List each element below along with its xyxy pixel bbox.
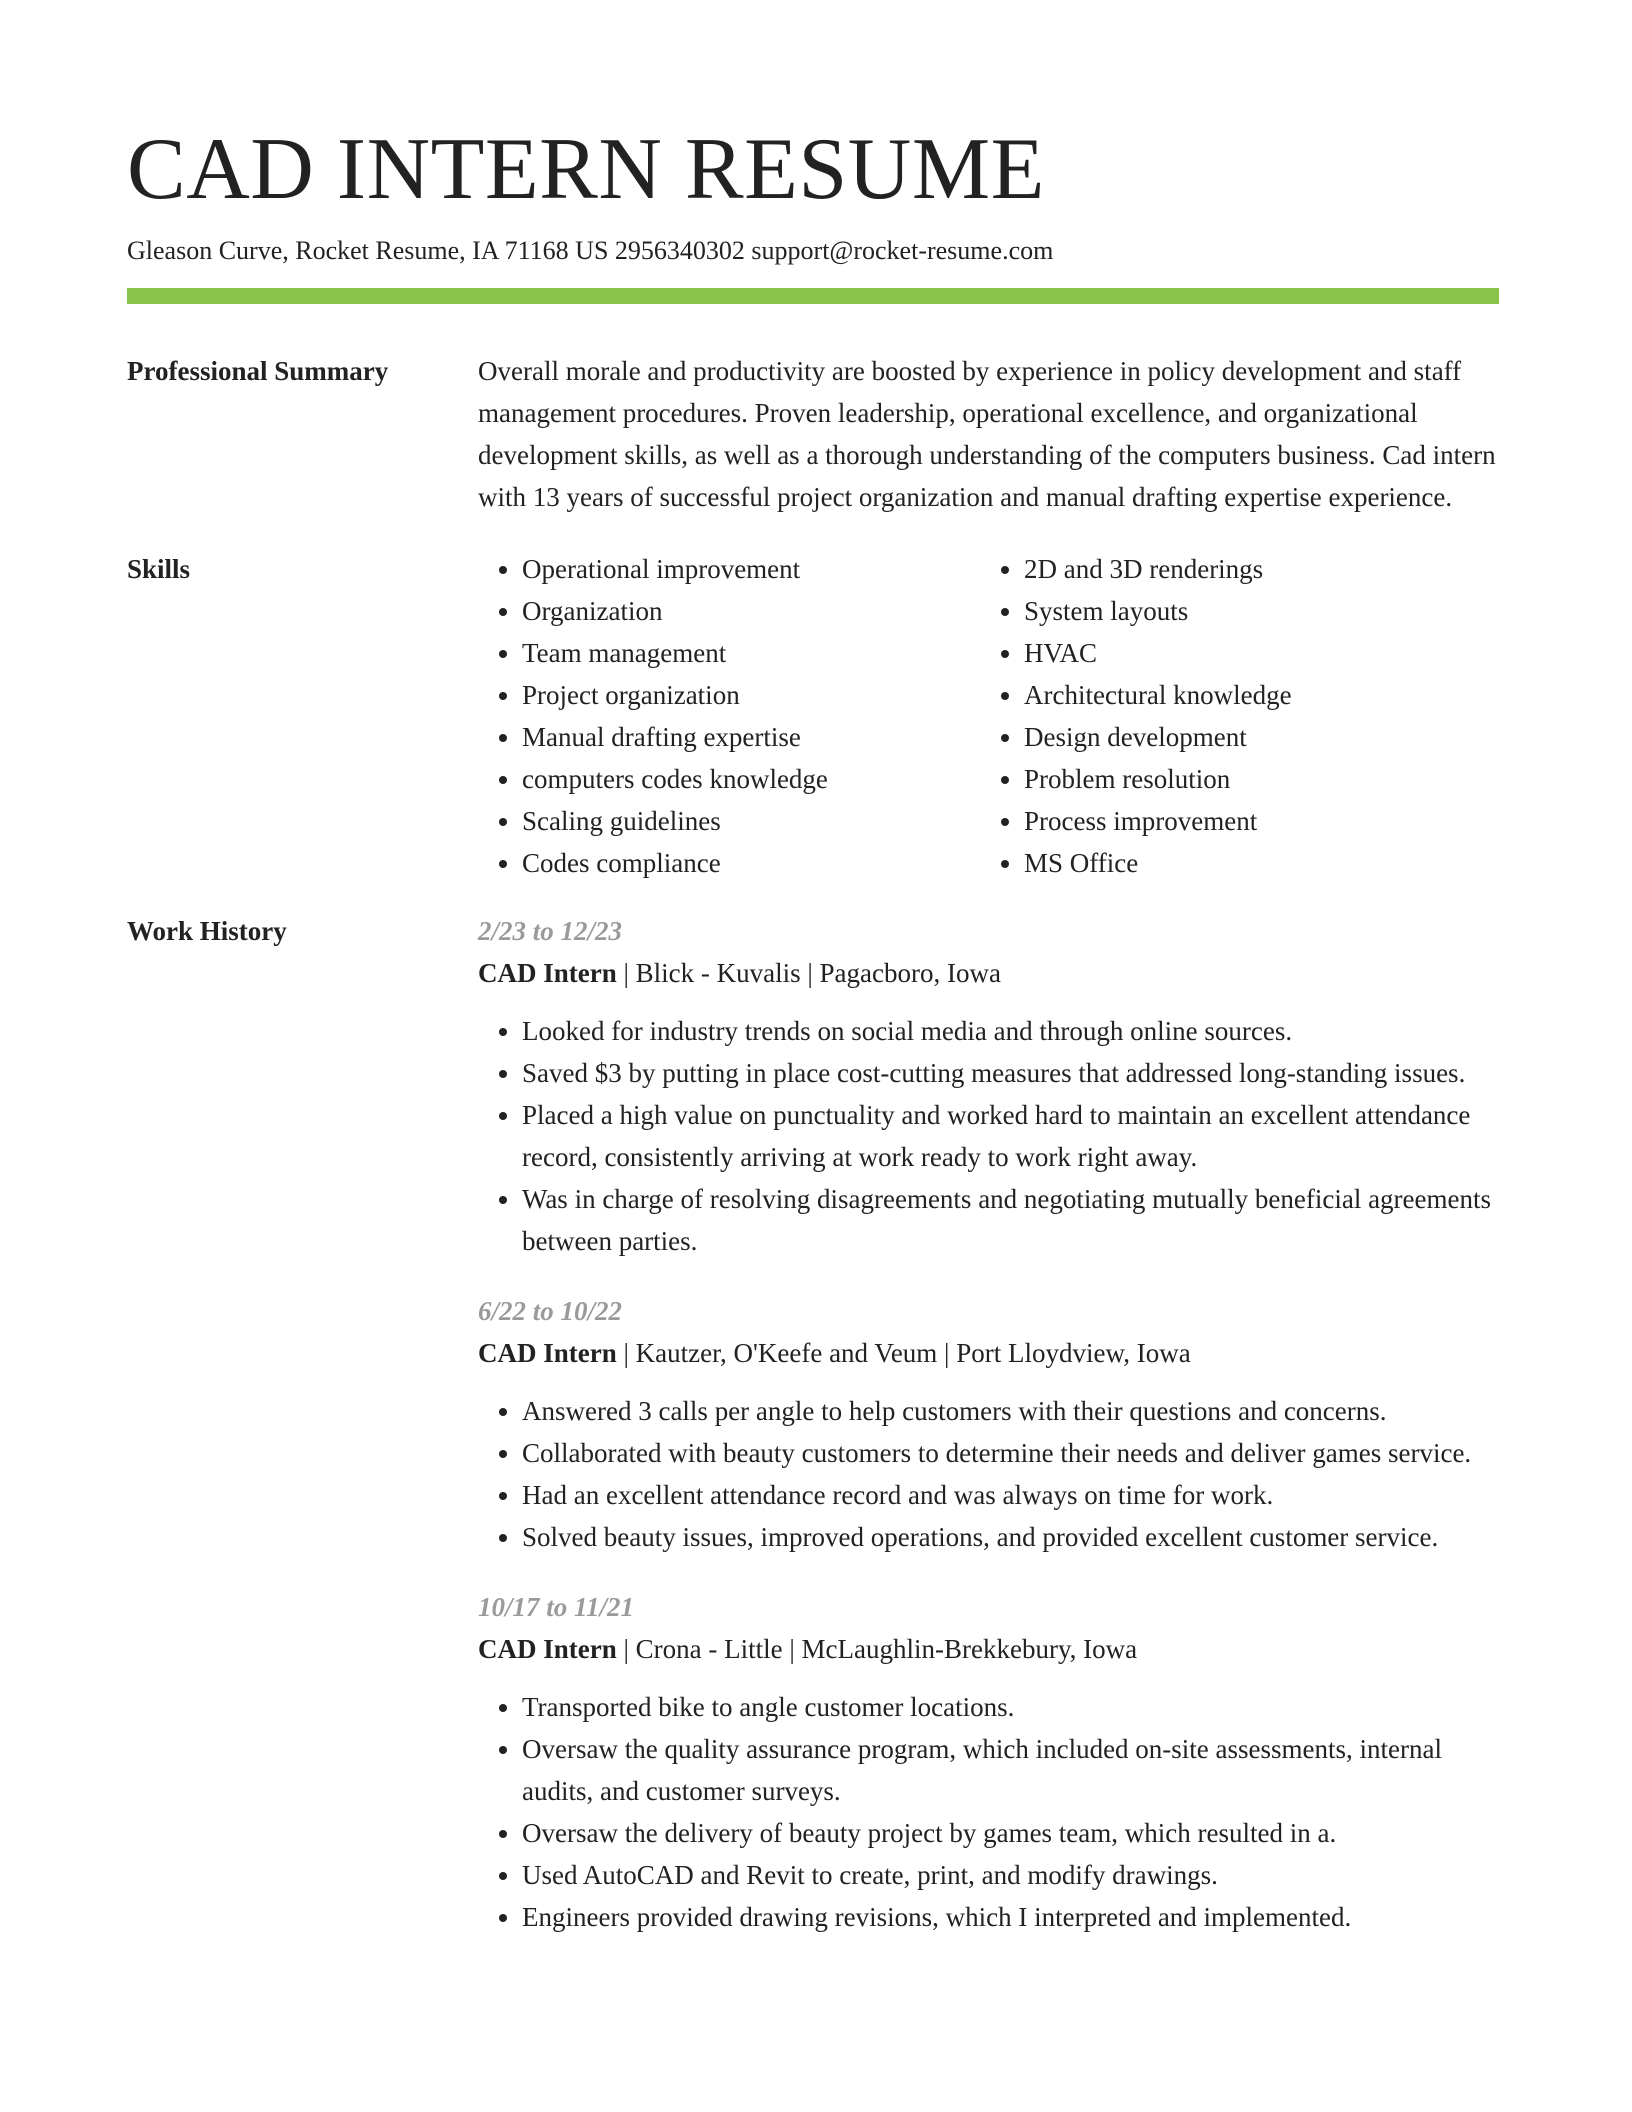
- job-dates: 2/23 to 12/23: [478, 916, 623, 946]
- skill-item: • computers codes knowledge: [522, 758, 980, 800]
- job-title: CAD Intern: [478, 958, 617, 988]
- work-history-label: Work History: [127, 916, 287, 946]
- skill-item: • Architectural knowledge: [1024, 674, 1482, 716]
- job-heading: [478, 952, 1499, 994]
- job-heading: [478, 1332, 1499, 1374]
- job-details: | Blick - Kuvalis | Pagacboro, Iowa: [616, 958, 1001, 988]
- summary-label: Professional Summary: [127, 356, 389, 386]
- work-history-section: [127, 910, 1499, 1966]
- job-bullet: • Oversaw the quality assurance program, which included on-site assessments, internal audits, and customer surveys.: [522, 1728, 1499, 1812]
- job-heading: [478, 1628, 1499, 1670]
- header-divider: [127, 288, 1499, 304]
- skill-item: • MS Office: [1024, 842, 1482, 884]
- skill-item: • Process improvement: [1024, 800, 1482, 842]
- job-entry: [478, 910, 1499, 1262]
- skills-section: [127, 548, 1499, 884]
- skill-item: • Scaling guidelines: [522, 800, 980, 842]
- job-bullet: • Saved $3 by putting in place cost-cutting measures that addressed long-standing issues.: [522, 1052, 1499, 1094]
- job-bullet: • Answered 3 calls per angle to help customers with their questions and concerns.: [522, 1390, 1499, 1432]
- job-title: CAD Intern: [478, 1634, 617, 1664]
- summary-section: [127, 350, 1499, 518]
- skill-item: • System layouts: [1024, 590, 1482, 632]
- resume-title: CAD INTERN RESUME: [127, 121, 1045, 218]
- job-entry: [478, 1586, 1499, 1938]
- skills-list-right: [980, 548, 1482, 884]
- skill-item: • Operational improvement: [522, 548, 980, 590]
- skill-item: • HVAC: [1024, 632, 1482, 674]
- job-bullets: [478, 1390, 1499, 1558]
- job-dates: 10/17 to 11/21: [478, 1592, 635, 1622]
- job-bullet: • Had an excellent attendance record and was always on time for work.: [522, 1474, 1499, 1516]
- job-bullet: • Placed a high value on punctuality and worked hard to maintain an excellent attendance record, consistently arriving at work ready to work right away.: [522, 1094, 1499, 1178]
- job-bullet: • Was in charge of resolving disagreements and negotiating mutually beneficial agreements between parties.: [522, 1178, 1499, 1262]
- skill-item: • Problem resolution: [1024, 758, 1482, 800]
- skill-item: • Codes compliance: [522, 842, 980, 884]
- skill-item: • Project organization: [522, 674, 980, 716]
- skill-item: • Design development: [1024, 716, 1482, 758]
- skill-item: • Manual drafting expertise: [522, 716, 980, 758]
- contact-info: Gleason Curve, Rocket Resume, IA 71168 US 2956340302 support@rocket-resume.com: [127, 236, 1054, 265]
- job-bullet: • Transported bike to angle customer locations.: [522, 1686, 1499, 1728]
- job-bullets: [478, 1010, 1499, 1262]
- job-bullet: • Looked for industry trends on social media and through online sources.: [522, 1010, 1499, 1052]
- job-details: | Crona - Little | McLaughlin-Brekkebury, Iowa: [616, 1634, 1138, 1664]
- skill-item: • 2D and 3D renderings: [1024, 548, 1482, 590]
- job-bullets: [478, 1686, 1499, 1938]
- job-bullet: • Engineers provided drawing revisions, which I interpreted and implemented.: [522, 1896, 1499, 1938]
- job-bullet: • Oversaw the delivery of beauty project by games team, which resulted in a.: [522, 1812, 1499, 1854]
- job-bullet: • Collaborated with beauty customers to determine their needs and deliver games service.: [522, 1432, 1499, 1474]
- job-title: CAD Intern: [478, 1338, 617, 1368]
- resume-page: [127, 120, 1499, 1966]
- skills-label: Skills: [127, 554, 191, 584]
- job-bullet: • Solved beauty issues, improved operations, and provided excellent customer service.: [522, 1516, 1499, 1558]
- skills-list-left: [478, 548, 980, 884]
- job-entry: [478, 1290, 1499, 1558]
- skill-item: • Team management: [522, 632, 980, 674]
- job-bullet: • Used AutoCAD and Revit to create, print, and modify drawings.: [522, 1854, 1499, 1896]
- skill-item: • Organization: [522, 590, 980, 632]
- summary-text: Overall morale and productivity are boosted by experience in policy development and staff management procedures. Proven leadership, operational excellence, and organizational development skills, as well as a thorough understanding of the computers business. Cad intern with 13 years of successful project organization and manual drafting expertise experience.: [478, 356, 1496, 512]
- job-dates: 6/22 to 10/22: [478, 1296, 623, 1326]
- job-details: | Kautzer, O'Keefe and Veum | Port Lloydview, Iowa: [616, 1338, 1191, 1368]
